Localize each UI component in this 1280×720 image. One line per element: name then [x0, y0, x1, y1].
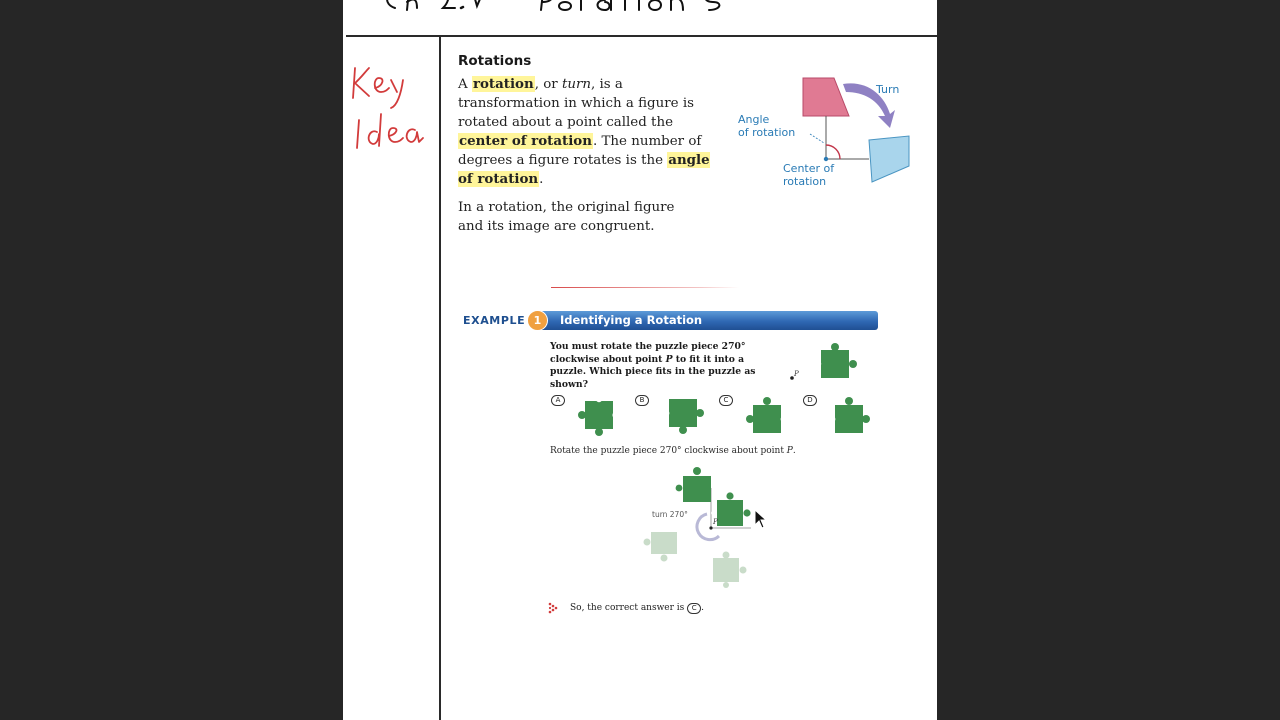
angle-pointer [810, 134, 824, 143]
center-point [824, 157, 828, 161]
choice-b-piece [661, 395, 705, 437]
term-center-of-rotation: center of rotation [459, 133, 592, 149]
choice-a-label: A [551, 395, 565, 406]
choice-b[interactable] [635, 395, 695, 439]
answer-choice-badge: C [687, 603, 701, 614]
header-rule [346, 35, 937, 37]
angle-arc [826, 145, 840, 159]
solution-statement: Rotate the puzzle piece 270° clockwise about point P. [550, 446, 796, 456]
choice-c-piece [745, 395, 789, 437]
solution-point-p [709, 526, 712, 529]
section-title: Rotations [458, 53, 532, 69]
rotation-diagram [738, 70, 918, 200]
original-figure [803, 78, 849, 116]
image-figure [869, 136, 909, 182]
term-angle-of-rotation: angle of rotation [458, 152, 710, 187]
margin-rule [439, 36, 441, 720]
turn-270-label: turn 270° [652, 510, 688, 519]
problem-statement: You must rotate the puzzle piece 270° clockwise about point P to fit it into a puzzle. Which piece fits in the puzzle as shown? [550, 341, 756, 390]
choice-d[interactable] [803, 395, 863, 439]
example-header [463, 311, 879, 330]
point-p-label: P [794, 370, 799, 378]
rotation-definition: A rotation, or turn, is a transformation in which a figure is rotated about a point called the center of rotation. The number of degrees a figure rotates is the angle of rotation. [458, 76, 710, 187]
rotation-solution-diagram [643, 462, 783, 598]
choice-d-piece [827, 395, 871, 437]
term-rotation: rotation [472, 76, 534, 92]
center-label: Center of rotation [783, 162, 835, 188]
textbook-page [343, 0, 937, 720]
example-number-badge: 1 [527, 310, 548, 331]
example-title: Identifying a Rotation [560, 313, 703, 327]
choice-a[interactable] [551, 395, 611, 439]
faded-piece-left [644, 532, 685, 562]
faded-piece-bottom [713, 552, 747, 589]
congruence-note: In a rotation, the original figure and its image are congruent. [458, 200, 675, 234]
choice-c[interactable] [719, 395, 779, 439]
answer-text: So, the correct answer is C . [570, 603, 705, 613]
example-word: EXAMPLE [463, 314, 526, 327]
choice-d-label: D [803, 395, 817, 406]
choice-c-label: C [719, 395, 733, 406]
solution-point-p-label: P [713, 518, 718, 526]
handwritten-title-fragment [343, 0, 937, 18]
answer-arrow-icon [548, 602, 560, 614]
mouse-cursor-icon [754, 509, 768, 529]
rotated-piece-top [676, 467, 711, 502]
choice-a-piece [577, 395, 621, 437]
angle-label: Angle of rotation [738, 113, 796, 139]
turn-label: Turn [876, 83, 900, 96]
choice-b-label: B [635, 395, 649, 406]
divider-line [551, 287, 739, 288]
original-puzzle-piece [815, 342, 861, 384]
handwritten-margin-note [345, 62, 435, 157]
